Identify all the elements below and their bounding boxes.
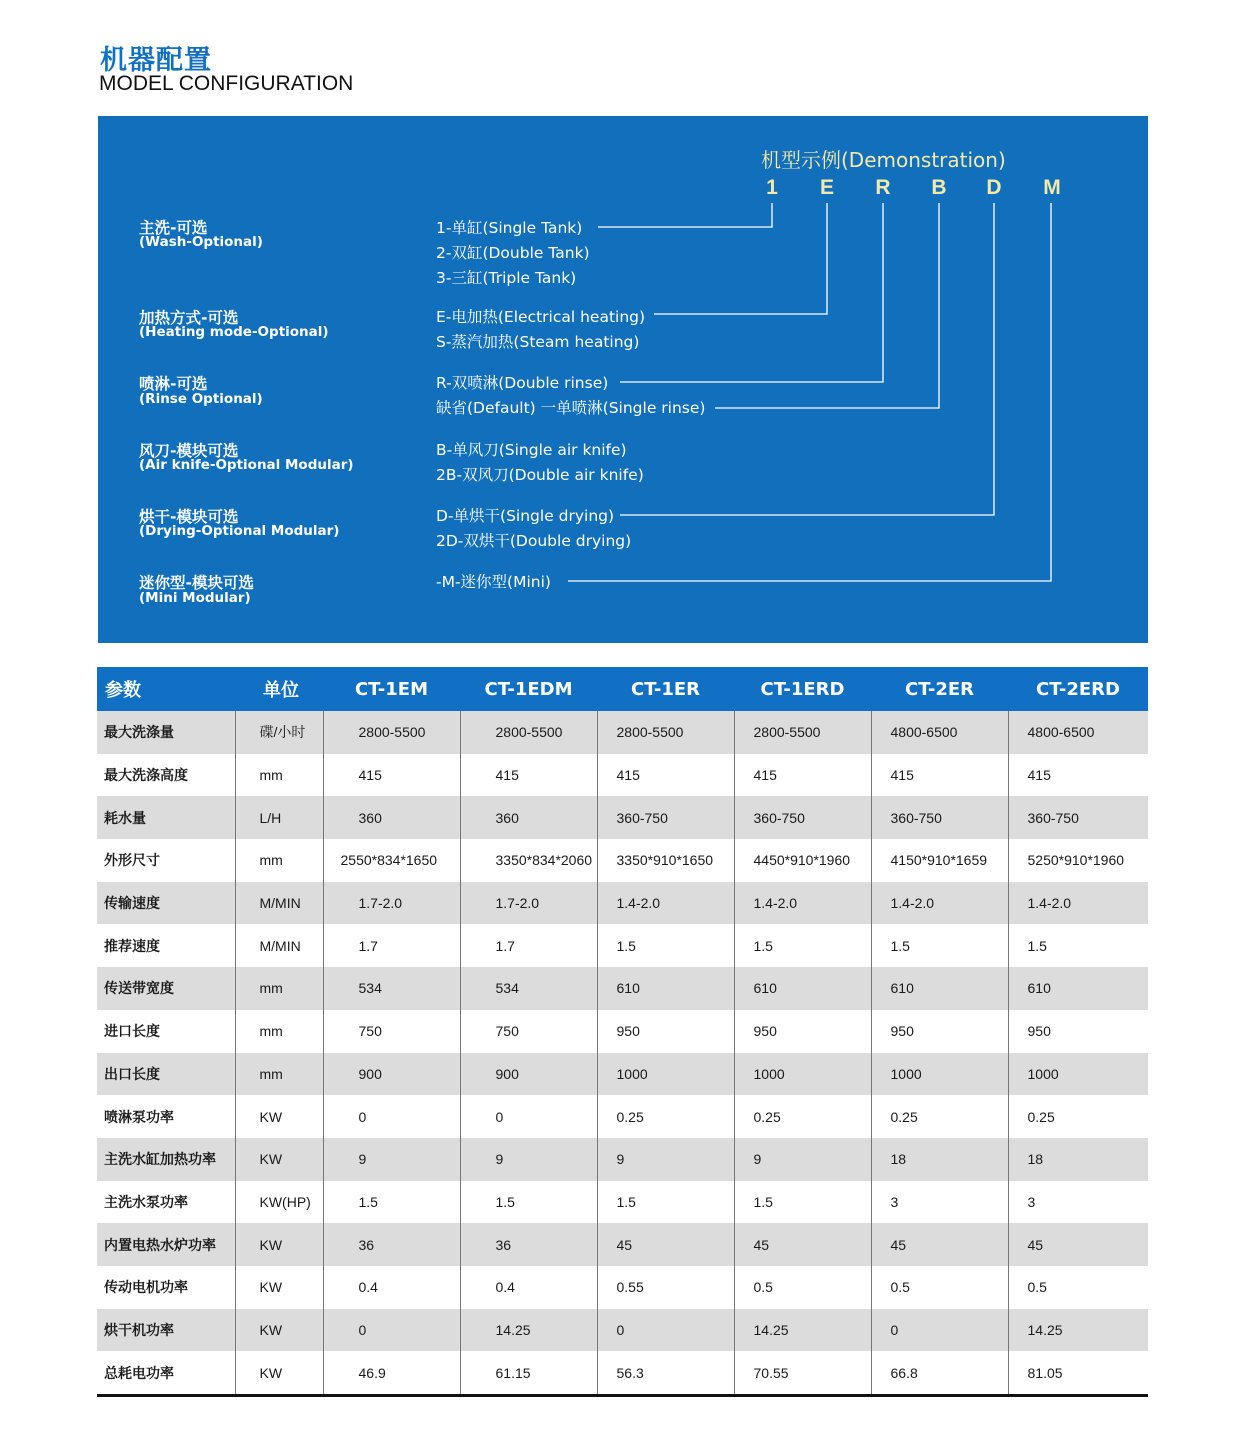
model-configuration-panel xyxy=(98,116,1148,643)
value-cell: 45 xyxy=(871,1223,1008,1266)
value-cell: 36 xyxy=(323,1223,460,1266)
value-cell: 1.5 xyxy=(734,1181,871,1224)
unit-cell: mm xyxy=(235,754,323,797)
table-row xyxy=(97,796,1148,839)
value-cell: 1.4-2.0 xyxy=(1008,882,1148,925)
value-cell: 56.3 xyxy=(597,1351,734,1395)
value-cell: 0 xyxy=(323,1309,460,1352)
spec-table xyxy=(97,667,1148,1397)
value-cell: 610 xyxy=(1008,967,1148,1010)
connector-line-E xyxy=(654,203,827,314)
value-cell: 0.4 xyxy=(323,1266,460,1309)
value-cell: 0 xyxy=(460,1095,597,1138)
table-row xyxy=(97,882,1148,925)
column-header: CT-1ER xyxy=(597,667,734,711)
row-label: 传送带宽度 xyxy=(97,967,235,1010)
value-cell: 1.5 xyxy=(1008,924,1148,967)
value-cell: 415 xyxy=(597,754,734,797)
value-cell: 1.7-2.0 xyxy=(323,882,460,925)
value-cell: 610 xyxy=(871,967,1008,1010)
value-cell: 415 xyxy=(734,754,871,797)
value-cell: 360-750 xyxy=(597,796,734,839)
value-cell: 45 xyxy=(734,1223,871,1266)
value-cell: 3 xyxy=(871,1181,1008,1224)
value-cell: 0.5 xyxy=(1008,1266,1148,1309)
column-header: CT-2ERD xyxy=(1008,667,1148,711)
option-item: -M-迷你型(Mini) xyxy=(436,573,551,591)
row-label: 进口长度 xyxy=(104,1024,160,1041)
column-header: 单位 xyxy=(235,667,323,711)
value-cell: 9 xyxy=(460,1138,597,1181)
connector-line-D xyxy=(620,203,994,515)
table-row xyxy=(97,1351,1148,1395)
value-cell: 1.4-2.0 xyxy=(597,882,734,925)
option-item: 2B-双风刀(Double air knife) xyxy=(436,466,644,484)
value-cell: 415 xyxy=(323,754,460,797)
table-row xyxy=(97,1309,1148,1352)
row-label: 主洗水缸加热功率 xyxy=(97,1138,235,1181)
value-cell: 610 xyxy=(597,967,734,1010)
code-letter: 1 xyxy=(766,176,778,199)
value-cell: 5250*910*1960 xyxy=(1008,839,1148,882)
unit-cell: mm xyxy=(235,967,323,1010)
value-cell: 46.9 xyxy=(323,1351,460,1395)
group-label-en: (Drying-Optional Modular) xyxy=(139,523,340,539)
value-cell: 0 xyxy=(597,1309,734,1352)
value-cell: 1.5 xyxy=(323,1181,460,1224)
value-cell: 4450*910*1960 xyxy=(734,839,871,882)
value-cell: 36 xyxy=(460,1223,597,1266)
value-cell: 534 xyxy=(323,967,460,1010)
option-item: B-单风刀(Single air knife) xyxy=(436,441,627,459)
unit-cell: 碟/小时 xyxy=(235,711,323,754)
code-letter: D xyxy=(986,176,1002,199)
row-label: 主洗水泵功率 xyxy=(104,1194,188,1211)
row-label: 传输速度 xyxy=(97,882,235,925)
row-label: 耗水量 xyxy=(97,796,235,839)
value-cell: 0.5 xyxy=(871,1266,1008,1309)
row-label: 最大洗涤量 xyxy=(97,711,235,754)
value-cell: 9 xyxy=(597,1138,734,1181)
row-label: 最大洗涤高度 xyxy=(104,768,188,785)
value-cell: 950 xyxy=(871,1010,1008,1053)
value-cell: 1.5 xyxy=(734,924,871,967)
value-cell: 360-750 xyxy=(871,796,1008,839)
value-cell: 45 xyxy=(597,1223,734,1266)
column-header: CT-1EM xyxy=(323,667,460,711)
table-body xyxy=(97,711,1148,1396)
group-label-cn: 加热方式-可选 xyxy=(139,309,239,327)
group-label-en: (Wash-Optional) xyxy=(139,234,263,250)
connector-line-R xyxy=(620,203,883,382)
unit-cell: L/H xyxy=(235,796,323,839)
value-cell: 2800-5500 xyxy=(734,711,871,754)
value-cell: 950 xyxy=(597,1010,734,1053)
unit-cell: mm xyxy=(235,1010,323,1053)
demonstration-title: 机型示例(Demonstration) xyxy=(761,148,1006,172)
connector-line-1 xyxy=(598,203,772,227)
row-label: 传动电机功率 xyxy=(104,1280,188,1297)
value-cell: 0.25 xyxy=(1008,1095,1148,1138)
value-cell: 66.8 xyxy=(871,1351,1008,1395)
value-cell: 1.5 xyxy=(871,924,1008,967)
group-label-cn: 主洗-可选 xyxy=(139,219,208,237)
unit-cell: KW xyxy=(235,1309,323,1352)
unit-cell: mm xyxy=(235,839,323,882)
code-letter: E xyxy=(819,176,834,199)
value-cell: 2550*834*1650 xyxy=(323,839,460,882)
value-cell: 4150*910*1659 xyxy=(871,839,1008,882)
value-cell: 610 xyxy=(734,967,871,1010)
value-cell: 81.05 xyxy=(1008,1351,1148,1395)
code-letter: B xyxy=(931,176,947,199)
unit-cell: KW xyxy=(235,1138,323,1181)
option-item: 3-三缸(Triple Tank) xyxy=(436,269,577,287)
table-row xyxy=(97,1266,1148,1309)
value-cell: 0.55 xyxy=(597,1266,734,1309)
group-label-cn: 风刀-模块可选 xyxy=(139,442,239,460)
value-cell: 3350*910*1650 xyxy=(597,839,734,882)
value-cell: 18 xyxy=(871,1138,1008,1181)
option-item: D-单烘干(Single drying) xyxy=(436,507,615,525)
option-item: E-电加热(Electrical heating) xyxy=(436,308,646,326)
table-row xyxy=(97,1223,1148,1266)
value-cell: 9 xyxy=(734,1138,871,1181)
column-header: CT-1ERD xyxy=(734,667,871,711)
table-row xyxy=(97,1138,1148,1181)
group-label-en: (Mini Modular) xyxy=(139,590,251,606)
unit-cell: KW(HP) xyxy=(235,1181,323,1224)
value-cell: 415 xyxy=(1008,754,1148,797)
value-cell: 900 xyxy=(460,1053,597,1096)
row-label: 烘干机功率 xyxy=(97,1309,235,1352)
value-cell: 1.7-2.0 xyxy=(460,882,597,925)
row-label: 喷淋泵功率 xyxy=(104,1109,174,1126)
unit-cell: KW xyxy=(235,1095,323,1138)
value-cell: 9 xyxy=(323,1138,460,1181)
value-cell: 0 xyxy=(323,1095,460,1138)
row-label: 出口长度 xyxy=(97,1053,235,1096)
value-cell: 1.5 xyxy=(460,1181,597,1224)
unit-cell: M/MIN xyxy=(235,924,323,967)
value-cell: 3 xyxy=(1008,1181,1148,1224)
group-label-cn: 迷你型-模块可选 xyxy=(139,574,254,592)
value-cell: 3350*834*2060 xyxy=(460,839,597,882)
value-cell: 415 xyxy=(871,754,1008,797)
value-cell: 360-750 xyxy=(734,796,871,839)
unit-cell: mm xyxy=(235,1053,323,1096)
option-item: 2-双缸(Double Tank) xyxy=(436,244,590,262)
value-cell: 45 xyxy=(1008,1223,1148,1266)
value-cell: 360 xyxy=(460,796,597,839)
column-header: CT-2ER xyxy=(871,667,1008,711)
connector-line-B xyxy=(715,203,939,408)
value-cell: 4800-6500 xyxy=(1008,711,1148,754)
code-letter: R xyxy=(875,176,891,199)
group-label-en: (Heating mode-Optional) xyxy=(139,324,329,340)
value-cell: 750 xyxy=(460,1010,597,1053)
value-cell: 750 xyxy=(323,1010,460,1053)
value-cell: 70.55 xyxy=(734,1351,871,1395)
option-item: R-双喷淋(Double rinse) xyxy=(436,374,609,392)
table-row xyxy=(97,924,1148,967)
value-cell: 1000 xyxy=(597,1053,734,1096)
value-cell: 0 xyxy=(871,1309,1008,1352)
value-cell: 1000 xyxy=(1008,1053,1148,1096)
value-cell: 1.5 xyxy=(597,1181,734,1224)
value-cell: 2800-5500 xyxy=(323,711,460,754)
table-row xyxy=(97,1053,1148,1096)
value-cell: 1000 xyxy=(871,1053,1008,1096)
value-cell: 1.4-2.0 xyxy=(871,882,1008,925)
table-row xyxy=(97,711,1148,754)
table-row xyxy=(97,967,1148,1010)
value-cell: 14.25 xyxy=(1008,1309,1148,1352)
value-cell: 18 xyxy=(1008,1138,1148,1181)
value-cell: 0.5 xyxy=(734,1266,871,1309)
value-cell: 415 xyxy=(460,754,597,797)
value-cell: 0.25 xyxy=(734,1095,871,1138)
table-row xyxy=(97,839,1148,882)
value-cell: 0.25 xyxy=(597,1095,734,1138)
connector-line-M xyxy=(568,203,1051,581)
value-cell: 1000 xyxy=(734,1053,871,1096)
option-item: 1-单缸(Single Tank) xyxy=(436,219,583,237)
value-cell: 1.5 xyxy=(597,924,734,967)
option-item: 2D-双烘干(Double drying) xyxy=(436,532,632,550)
value-cell: 360 xyxy=(323,796,460,839)
unit-cell: KW xyxy=(235,1266,323,1309)
value-cell: 950 xyxy=(1008,1010,1148,1053)
value-cell: 360-750 xyxy=(1008,796,1148,839)
value-cell: 1.4-2.0 xyxy=(734,882,871,925)
group-label-en: (Rinse Optional) xyxy=(139,391,263,407)
value-cell: 61.15 xyxy=(460,1351,597,1395)
table-header-row xyxy=(97,667,1148,711)
table-row xyxy=(97,754,1148,797)
value-cell: 950 xyxy=(734,1010,871,1053)
row-label: 内置电热水炉功率 xyxy=(97,1223,235,1266)
value-cell: 1.7 xyxy=(460,924,597,967)
table-row xyxy=(97,1181,1148,1224)
group-label-cn: 烘干-模块可选 xyxy=(139,508,239,526)
column-header: 参数 xyxy=(97,667,235,711)
value-cell: 2800-5500 xyxy=(460,711,597,754)
unit-cell: KW xyxy=(235,1223,323,1266)
option-item: S-蒸汽加热(Steam heating) xyxy=(436,333,640,351)
value-cell: 2800-5500 xyxy=(597,711,734,754)
group-label-cn: 喷淋-可选 xyxy=(139,375,208,393)
value-cell: 14.25 xyxy=(734,1309,871,1352)
page-title-en: MODEL CONFIGURATION xyxy=(99,72,354,95)
value-cell: 1.7 xyxy=(323,924,460,967)
table-row xyxy=(97,1095,1148,1138)
value-cell: 0.25 xyxy=(871,1095,1008,1138)
unit-cell: KW xyxy=(235,1351,323,1395)
value-cell: 534 xyxy=(460,967,597,1010)
unit-cell: M/MIN xyxy=(235,882,323,925)
table-row xyxy=(97,1010,1148,1053)
value-cell: 900 xyxy=(323,1053,460,1096)
group-label-en: (Air knife-Optional Modular) xyxy=(139,457,354,473)
row-label: 总耗电功率 xyxy=(97,1351,235,1395)
row-label: 外形尺寸 xyxy=(104,853,160,870)
value-cell: 0.4 xyxy=(460,1266,597,1309)
value-cell: 14.25 xyxy=(460,1309,597,1352)
column-header: CT-1EDM xyxy=(460,667,597,711)
row-label: 推荐速度 xyxy=(104,938,160,955)
value-cell: 4800-6500 xyxy=(871,711,1008,754)
code-letter: M xyxy=(1043,176,1061,199)
page-title-cn: 机器配置 xyxy=(100,45,212,76)
option-item: 缺省(Default) 一单喷淋(Single rinse) xyxy=(436,399,706,417)
